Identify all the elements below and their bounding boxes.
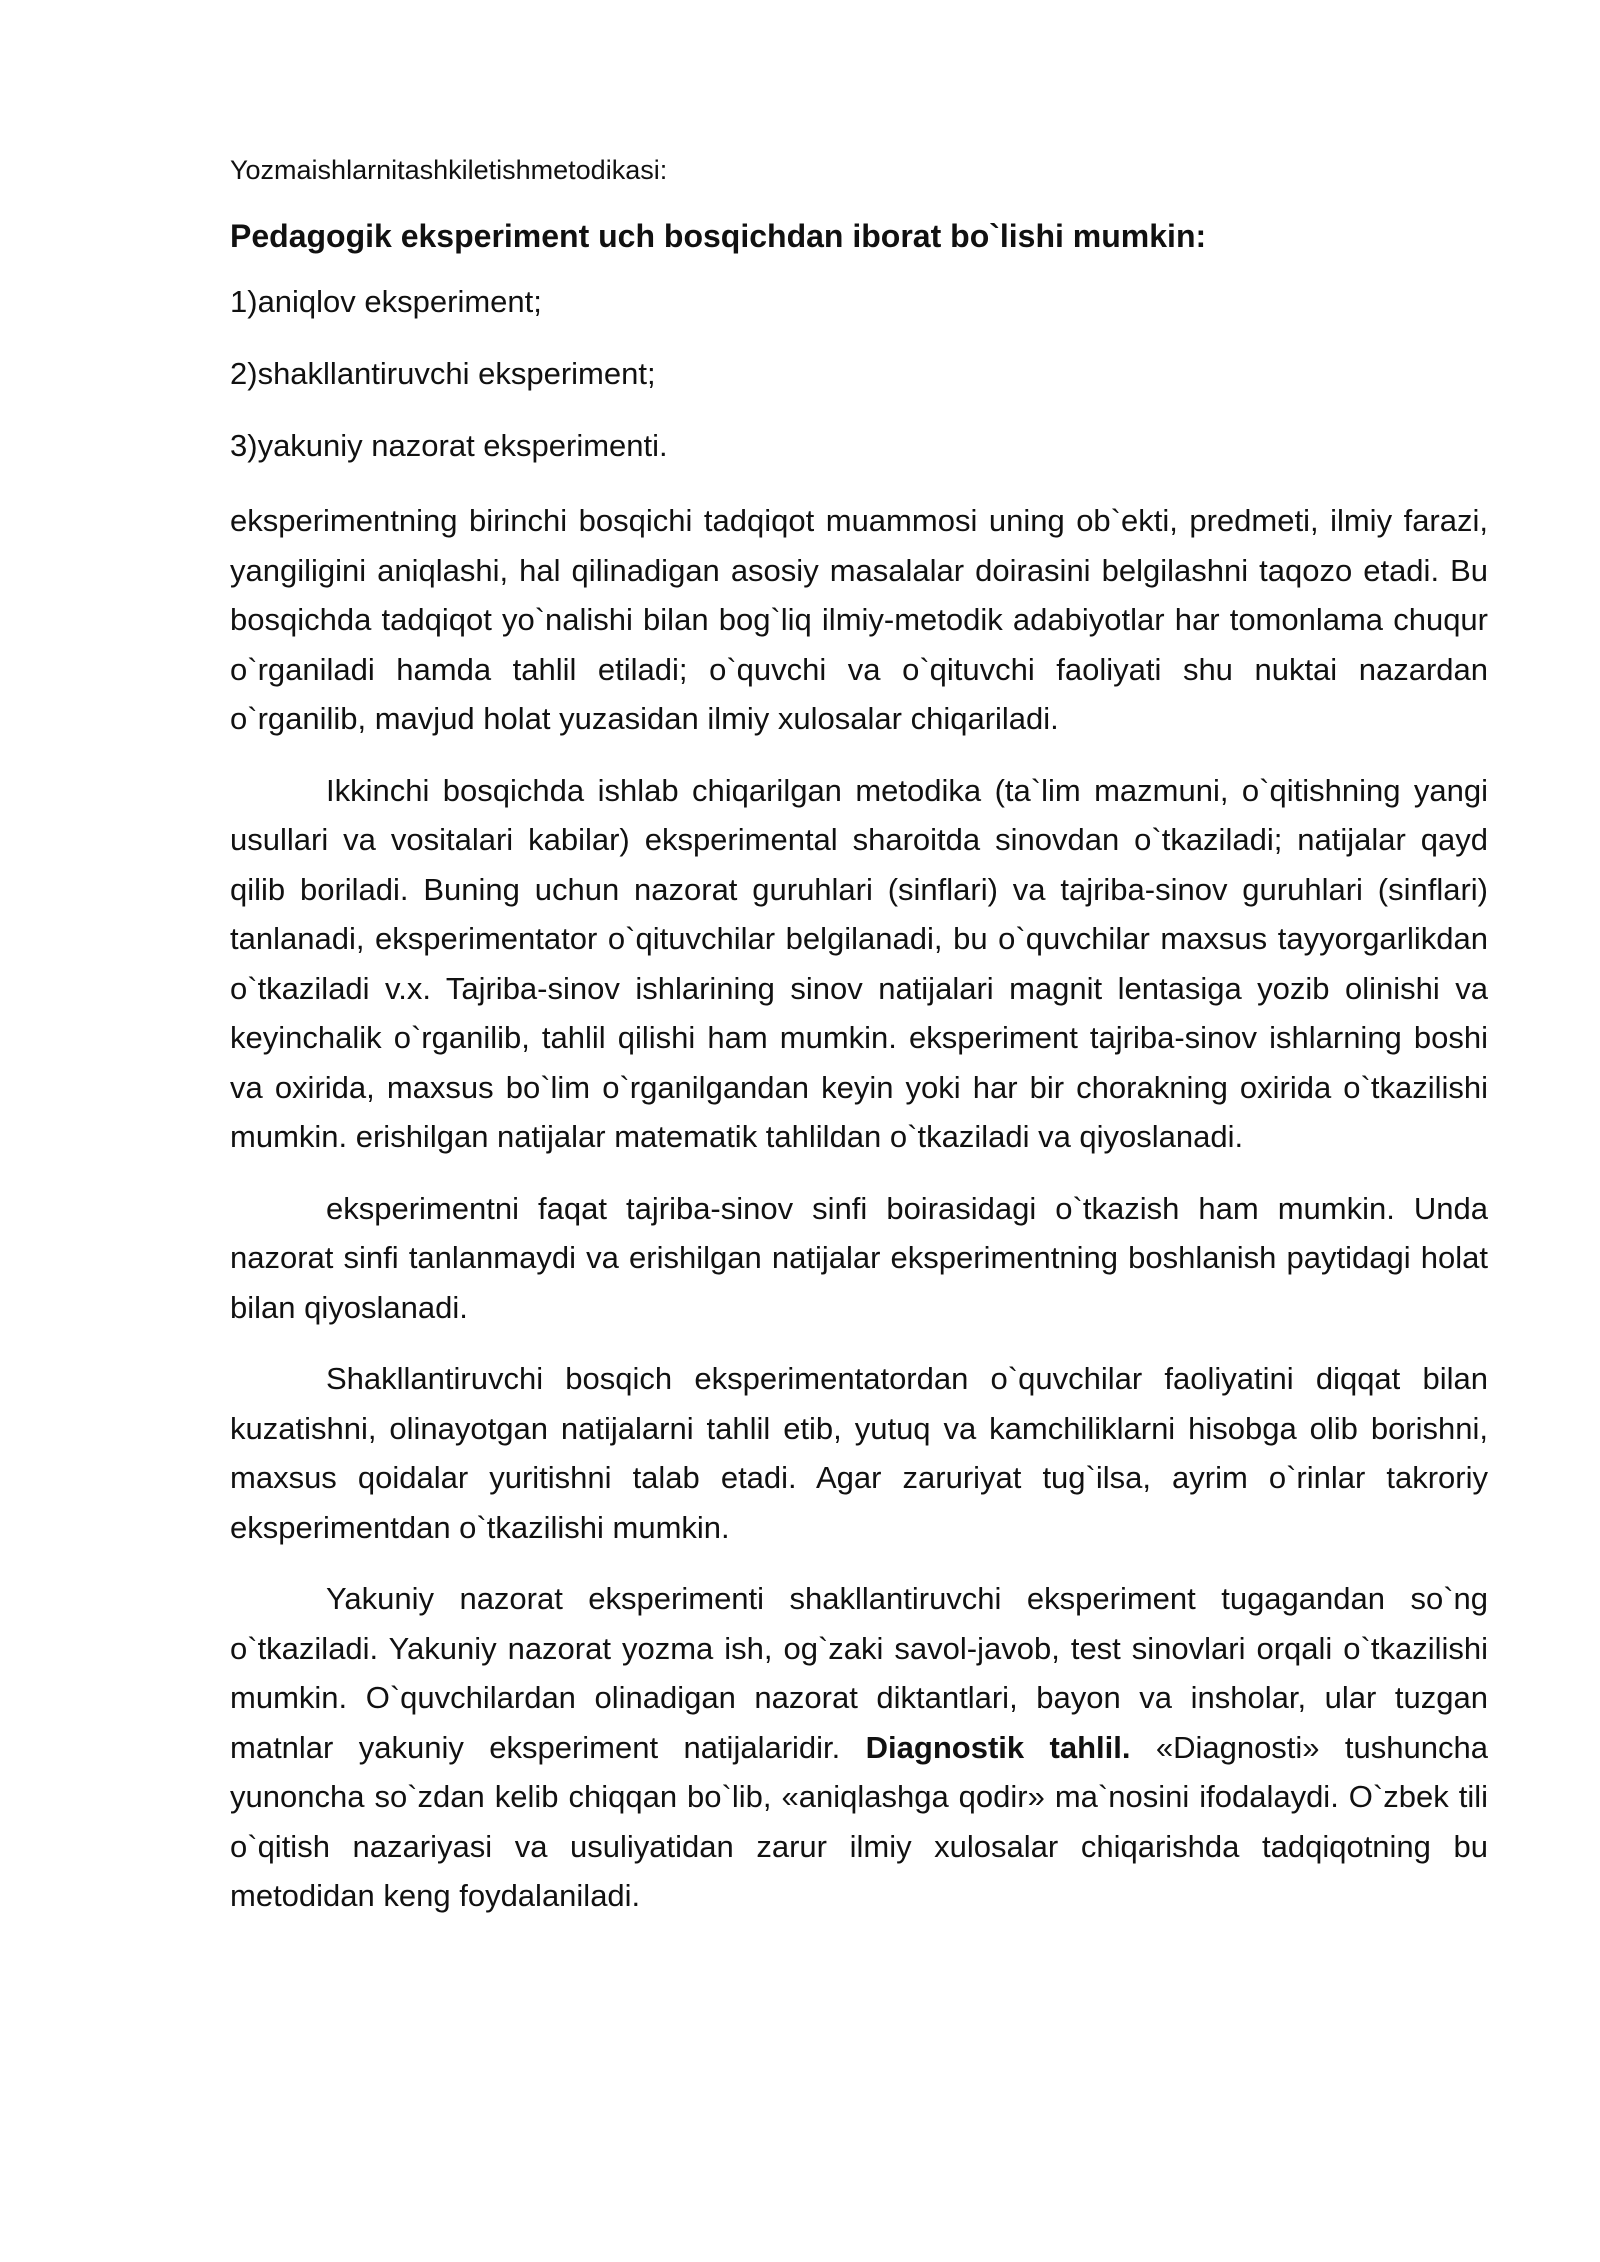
paragraph-experiment-class: eksperimentni faqat tajriba-sinov sinfi boirasidagi o`tkazish ham mumkin. Unda nazorat sinfi tanlanmaydi va erishilgan natijalar eksperimentning boshlanish paytidagi holat bilan qiyoslanadi. (230, 1190, 1488, 1325)
final-paragraph-text: Yakuniy nazorat eksperimenti shakllantiruvchi eksperiment tugagandan so`ng o`tkaziladi. Yakuniy nazorat yozma ish, og`zaki savol-javob, test sinovlari orqali o`tkazilishi mumkin. O`quvchilardan olinadigan nazorat diktantlari, bayon va insholar, ular tuzgan matnlar yakuniy eksperiment natijalaridir. (230, 1581, 1488, 1765)
stage-list (230, 280, 1488, 468)
document-kicker: Yozmaishlarnitashkiletishmetodikasi: (230, 155, 668, 185)
stage-item-1: 1)aniqlov eksperiment; (230, 284, 542, 319)
stage-item-3: 3)yakuniy nazorat eksperimenti. (230, 428, 668, 463)
document-heading: Pedagogik eksperiment uch bosqichdan iborat bo`lishi mumkin: (230, 218, 1207, 254)
bold-term-diagnostik-tahlil: Diagnostik tahlil. (865, 1729, 1131, 1765)
stage-item-2: 2)shakllantiruvchi eksperiment; (230, 356, 656, 391)
paragraph-first-stage: eksperimentning birinchi bosqichi tadqiqot muammosi uning ob`ekti, predmeti, ilmiy farazi, yangiligini aniqlashi, hal qilinadigan asosiy masalalar doirasini belgilashni taqozo etadi. Bu bosqichda tadqiqot yo`nalishi bilan bog`liq ilmiy-metodik adabiyotlar har tomonlama chuqur o`rganiladi hamda tahlil etiladi; o`quvchi va o`qituvchi faoliyati shu nuktai nazardan o`rganilib, mavjud holat yuzasidan ilmiy xulosalar chiqariladi. (230, 503, 1488, 736)
paragraph-final-control (230, 1574, 1488, 1921)
final-paragraph-continuation: «Diagnosti» tushuncha yunoncha so`zdan kelib chiqqan bo`lib, «aniqlashga qodir» ma`nosini ifodalaydi. O`zbek tili o`qitish nazariyasi va usuliyatidan zarur ilmiy xulosalar chiqarishda tadqiqotning bu metodidan keng foydalaniladi. (230, 1729, 1488, 1913)
paragraph-formative-stage: Shakllantiruvchi bosqich eksperimentatordan o`quvchilar faoliyatini diqqat bilan kuzatishni, olinayotgan natijalarni tahlil etib, yutuq va kamchiliklarni hisobga olib borishni, maxsus qoidalar yuritishni talab etadi. Agar zaruriyat tug`ilsa, ayrim o`rinlar takroriy eksperimentdan o`tkazilishi mumkin. (230, 1361, 1488, 1545)
document-page (230, 150, 1488, 1943)
paragraph-second-stage: Ikkinchi bosqichda ishlab chiqarilgan metodika (ta`lim mazmuni, o`qitishning yangi usullari va vositalari kabilar) eksperimental sharoitda sinovdan o`tkaziladi; natijalar qayd qilib boriladi. Buning uchun nazorat guruhlari (sinflari) va tajriba-sinov guruhlari (sinflari) tanlanadi, eksperimentator o`qituvchilar belgilanadi, bu o`quvchilar maxsus tayyorgarlikdan o`tkaziladi v.x. Tajriba-sinov ishlarining sinov natijalari magnit lentasiga yozib olinishi va keyinchalik o`rganilib, tahlil qilishi ham mumkin. eksperiment tajriba-sinov ishlarning boshi va oxirida, maxsus bo`lim o`rganilgandan keyin yoki har bir chorakning oxirida o`tkazilishi mumkin. erishilgan natijalar matematik tahlildan o`tkaziladi va qiyoslanadi. (230, 772, 1488, 1154)
